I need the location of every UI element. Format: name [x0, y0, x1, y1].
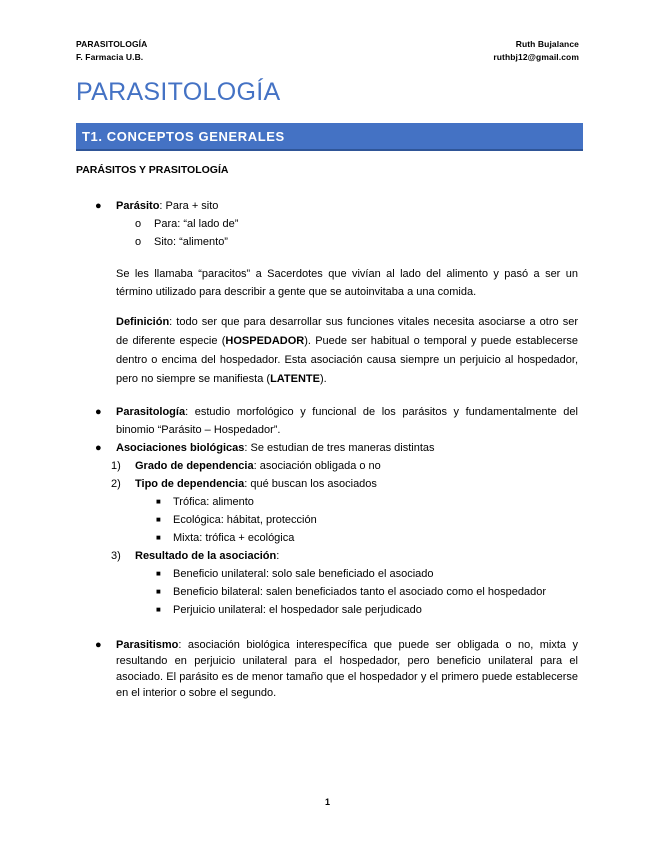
paragraph-paracitos: Se les llamaba “paracitos” a Sacerdotes que vivían al lado del alimento y pasó a ser un término utilizado para describir a gente que se autoinvitaba a una comida.	[116, 268, 578, 298]
header-faculty: F. Farmacia U.B.	[76, 52, 144, 62]
asociaciones-text: : Se estudian de tres maneras distintas	[244, 442, 435, 454]
item-label: Grado de dependencia	[135, 460, 254, 472]
sub-item	[76, 215, 578, 233]
term-parasitismo: Parasitismo	[116, 639, 179, 651]
header-left	[76, 38, 147, 64]
section-band	[76, 123, 583, 151]
numbered-item	[76, 547, 578, 565]
circle-bullet-icon: o	[135, 236, 142, 248]
term-asociaciones: Asociaciones biológicas	[116, 442, 245, 454]
subheading: PARÁSITOS Y PRASITOLOGÍA	[76, 164, 229, 176]
square-item-text: Beneficio unilateral: solo sale beneficiado el asociado	[173, 568, 434, 580]
square-item-text: Trófica: alimento	[173, 496, 254, 508]
bullet-icon: ●	[95, 639, 102, 651]
square-bullet-icon: ■	[156, 605, 161, 614]
term-definicion: Definición	[116, 316, 170, 328]
item-number: 1)	[111, 460, 121, 472]
bullet-asociaciones	[76, 439, 578, 457]
header-email: ruthbj12@gmail.com	[493, 52, 579, 62]
square-item	[76, 529, 578, 547]
term-hospedador: HOSPEDADOR	[225, 335, 305, 347]
term-latente: LATENTE	[270, 373, 320, 385]
document-body	[76, 161, 578, 701]
item-text: : asociación obligada o no	[253, 460, 381, 472]
square-item-text: Ecológica: hábitat, protección	[173, 514, 317, 526]
square-bullet-icon: ■	[156, 497, 161, 506]
item-number: 2)	[111, 478, 121, 490]
square-item	[76, 565, 578, 583]
item-number: 3)	[111, 550, 121, 562]
numbered-item	[76, 457, 578, 475]
square-bullet-icon: ■	[156, 587, 161, 596]
square-item-text: Mixta: trófica + ecológica	[173, 532, 295, 544]
square-item	[76, 511, 578, 529]
item-text: : qué buscan los asociados	[244, 478, 377, 490]
square-bullet-icon: ■	[156, 569, 161, 578]
sub-item-text: Para: “al lado de”	[154, 218, 239, 230]
definicion-text: : todo ser que para desarrollar sus funciones vitales necesita asociarse a otro ser de diferente especie (	[116, 316, 578, 347]
section-title: T1. CONCEPTOS GENERALES	[82, 129, 285, 144]
parasitologia-text: : estudio morfológico y funcional de los parásitos y fundamentalmente del binomio “Parásito – Hospedador”.	[116, 406, 578, 436]
term-parasitologia: Parasitología	[116, 406, 186, 418]
parasitismo-text: : asociación biológica interespecífica que puede ser obligada o no, mixta y resultando en perjuicio unilateral para el hospedador, pero beneficio unilateral para el asociado. El parásito es de menor tamaño que el hospedador y el primero puede establecerse en el interior o sobre el segundo.	[116, 639, 578, 699]
header-right	[493, 38, 579, 64]
definicion-text: ).	[319, 373, 327, 385]
bullet-parasito	[76, 197, 578, 215]
page-title: PARASITOLOGÍA	[76, 78, 281, 106]
square-item-text: Perjuicio unilateral: el hospedador sale perjudicado	[173, 604, 422, 616]
bullet-icon: ●	[95, 200, 102, 212]
square-bullet-icon: ■	[156, 515, 161, 524]
item-label: Tipo de dependencia	[135, 478, 245, 490]
header-subject: PARASITOLOGÍA	[76, 39, 148, 49]
term-parasito: Parásito	[116, 200, 160, 212]
item-text: :	[276, 550, 280, 562]
square-item	[76, 601, 578, 619]
circle-bullet-icon: o	[135, 218, 142, 230]
sub-item	[76, 233, 578, 251]
item-label: Resultado de la asociación	[135, 550, 277, 562]
square-item	[76, 583, 578, 601]
square-bullet-icon: ■	[156, 533, 161, 542]
bullet-parasitologia	[76, 403, 578, 439]
bullet-parasitismo	[76, 637, 578, 701]
bullet-icon: ●	[95, 442, 102, 454]
parasito-text: : Para + sito	[159, 200, 219, 212]
bullet-icon: ●	[95, 406, 102, 418]
square-item	[76, 493, 578, 511]
header-author: Ruth Bujalance	[515, 39, 579, 49]
square-item-text: Beneficio bilateral: salen beneficiados tanto el asociado como el hospedador	[173, 586, 547, 598]
sub-item-text: Sito: “alimento”	[154, 236, 228, 248]
numbered-item	[76, 475, 578, 493]
definicion-text: ). Puede ser habitual o temporal y puede establecerse dentro o encima del hospedador. Esta asociación causa siempre un perjuicio al hospedador, pero no siempre se manifiesta (	[116, 335, 578, 385]
page-number: 1	[324, 797, 330, 807]
paragraph-definicion	[76, 313, 578, 389]
